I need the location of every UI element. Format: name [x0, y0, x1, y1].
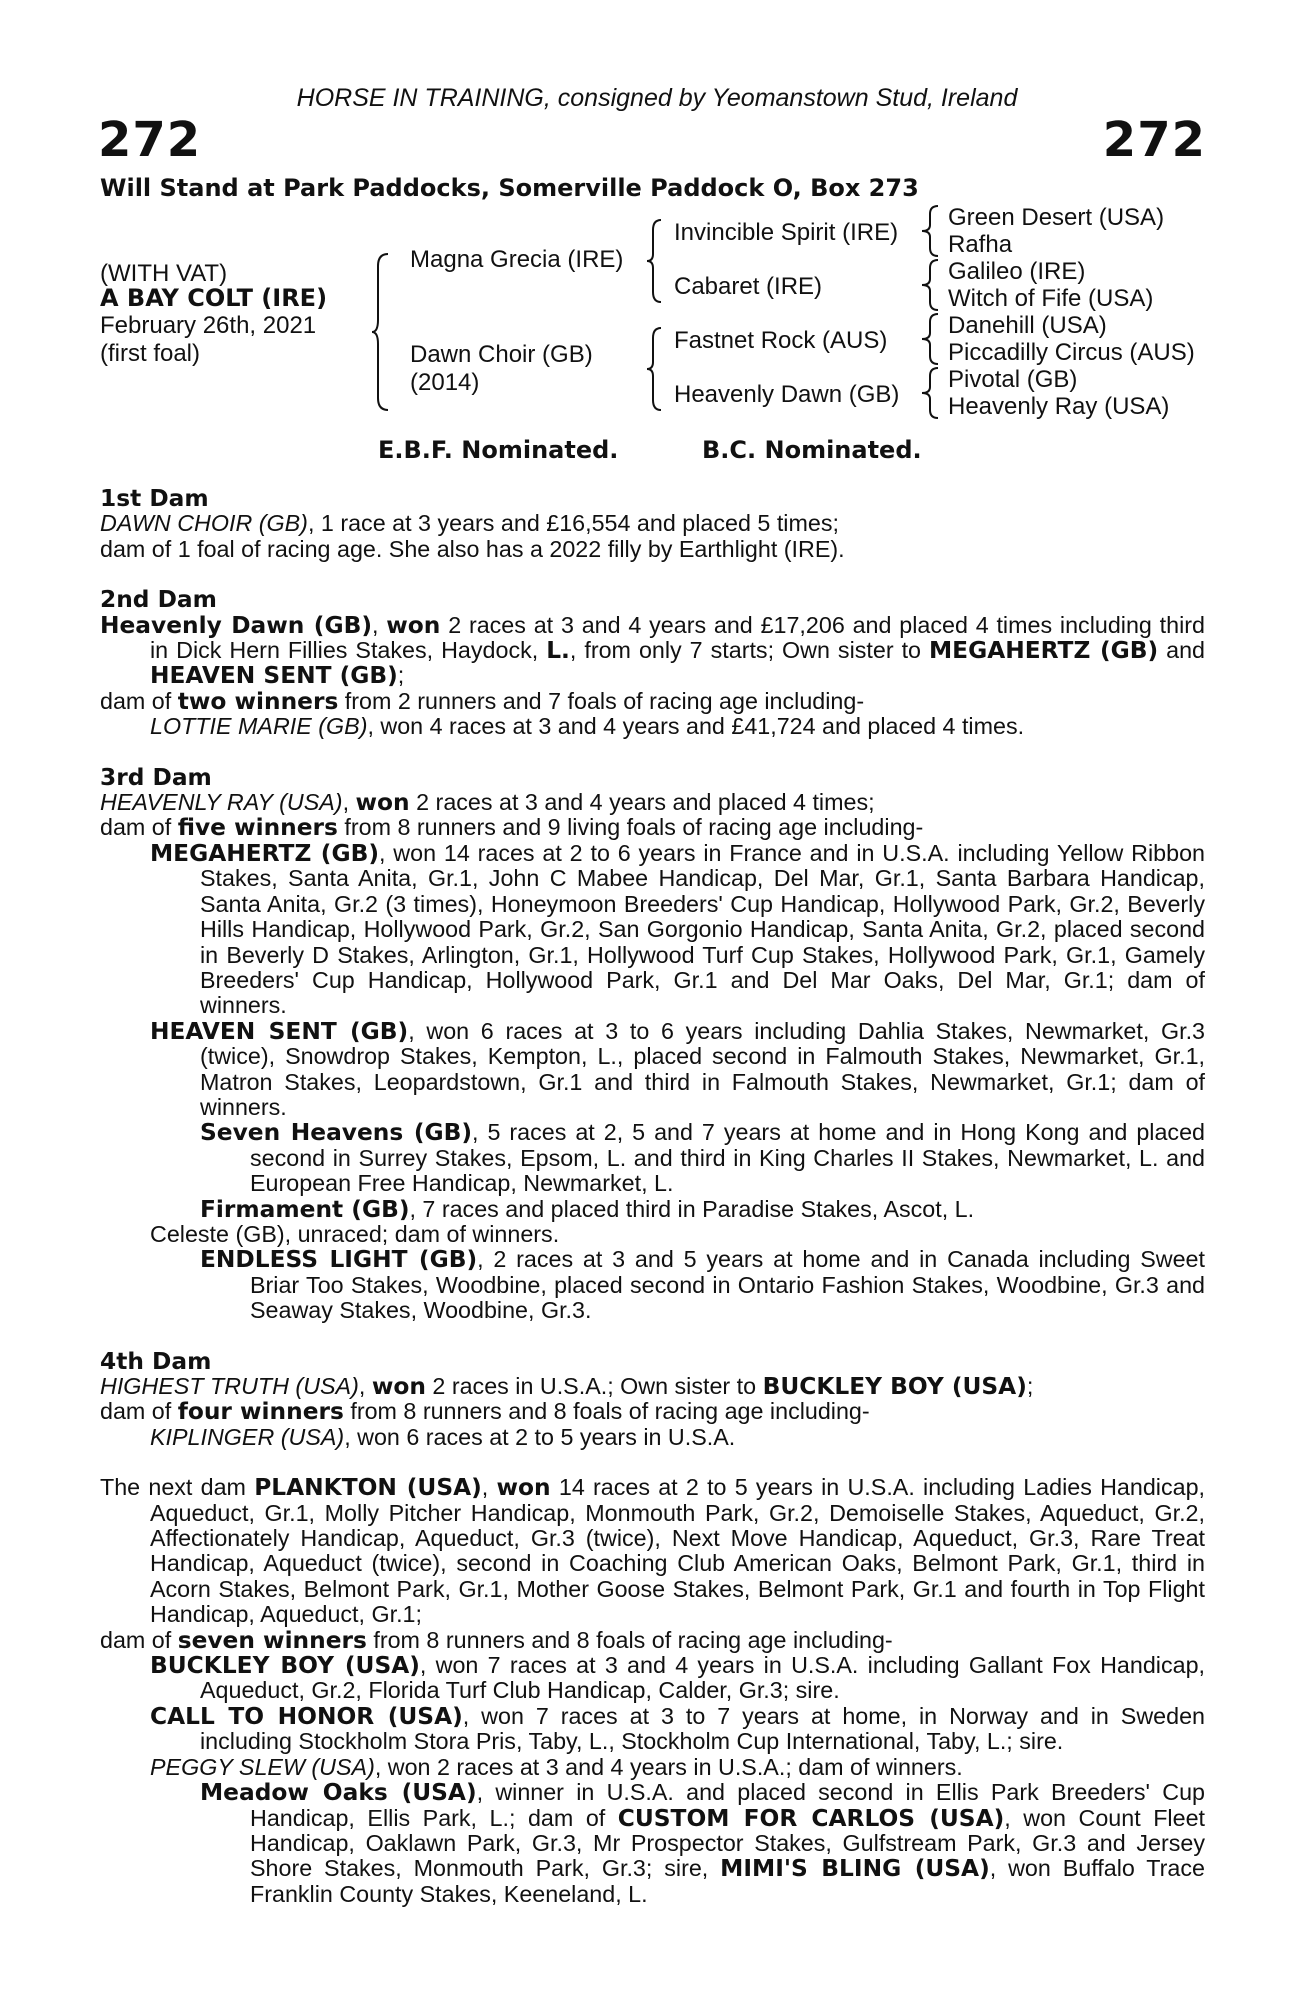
kiplinger-name: KIPLINGER (USA) [150, 1423, 345, 1450]
dam2-t1: 2 races at 3 and 4 years and £17,206 and placed 4 times including third in Dick Hern Fillies Stakes, Haydock, [150, 611, 1205, 664]
peggy-text: , won 2 races at 3 and 4 years in U.S.A.; dam of winners. [374, 1753, 963, 1780]
plankton-won: won [496, 1474, 551, 1502]
ebf-note: E.B.F. Nominated. [378, 436, 619, 464]
dam2-sib1: MEGAHERTZ (GB) [929, 637, 1159, 665]
dam4-won: won [371, 1373, 426, 1400]
bc-note: B.C. Nominated. [702, 436, 922, 464]
sire-sire: Invincible Spirit (IRE) [674, 219, 899, 246]
dam4-name: HIGHEST TRUTH (USA) [100, 1373, 359, 1399]
dam4-winners: four winners [177, 1398, 344, 1426]
dam2-entry: Heavenly Dawn (GB), won 2 races at 3 and 4 years and £17,206 and placed 4 times including third in Dick Hern Fillies Stakes, Haydock, L., from only 7 starts; Own sister to MEGAHERTZ (GB) and HEAVEN SENT (GB); [100, 611, 1205, 690]
mimi-name: MIMI'S BLING (USA) [720, 1855, 990, 1883]
dam1-line2: dam of 1 foal of racing age. She also has a 2022 filly by Earthlight (IRE). [100, 535, 845, 562]
brace-dd [920, 366, 942, 420]
meadow-text2: , won Count Fleet Handicap, Oaklawn Park, Gr.3, Mr Prospector Stakes, Gulfstream Park, Gr.3 and Jersey Shore Stakes, Monmouth Park, Gr.3; sire, [250, 1804, 1205, 1882]
meadow-name: Meadow Oaks (USA) [200, 1779, 477, 1807]
lot-number-right: 272 [1102, 112, 1206, 168]
meadow-text1: , winner in U.S.A. and placed second in Ellis Park Breeders' Cup Handicap, Ellis Park, L.; dam of [250, 1779, 1205, 1831]
dam2-and: and [1158, 637, 1205, 664]
dam2-t2: , from only 7 starts; Own sister to [569, 637, 929, 664]
heading-3rd-dam: 3rd Dam [100, 763, 212, 791]
meadow-text3: , won Buffalo Trace Franklin County Stakes, Keeneland, L. [250, 1855, 1205, 1907]
next-intro: The next dam [100, 1474, 255, 1501]
lottie-entry [100, 714, 1205, 739]
megahertz-text: , won 14 races at 2 to 6 years in France and in U.S.A. including Yellow Ribbon Stakes, Santa Anita, Gr.1, John C Mabee Handicap, Del Mar, Gr.1, Santa Barbara Handicap, Santa Anita, Gr.2 (3 times), Honeymoon Breeders' Cup Handicap, Hollywood Park, Gr.2, Beverly Hills Handicap, Hollywood Park, Gr.2, San Gorgonio Handicap, Santa Anita, Gr.2, placed second in Beverly D Stakes, Arlington, Gr.1, Hollywood Turf Cup Stakes, Hollywood Park, Gr.1, Gamely Breeders' Cup Handicap, Hollywood Park, Gr.1 and Del Mar Oaks, Del Mar, Gr.1; dam of winners. [200, 839, 1205, 1019]
dam2-listed: L. [546, 637, 570, 665]
brace-sire [645, 218, 665, 304]
seven-heavens-entry [100, 1120, 1205, 1196]
seven-heavens-name: Seven Heavens (GB) [200, 1119, 473, 1147]
sire-dam: Cabaret (IRE) [674, 273, 823, 300]
dss: Danehill (USA) [948, 312, 1107, 339]
dam3-produce [100, 815, 1205, 840]
buckley-entry [100, 1653, 1205, 1704]
vat-note: (WITH VAT) [100, 260, 228, 287]
dam4-semi: ; [1026, 1373, 1034, 1399]
lottie-name: LOTTIE MARIE (GB) [150, 713, 368, 740]
dam4-sib: BUCKLEY BOY (USA) [762, 1373, 1027, 1400]
ssd: Rafha [948, 231, 1013, 258]
megahertz-name: MEGAHERTZ (GB) [150, 839, 379, 867]
dam2-sib2: HEAVEN SENT (GB) [150, 662, 398, 690]
dsd: Piccadilly Circus (AUS) [948, 339, 1195, 366]
lot-number-left: 272 [98, 112, 202, 168]
meadow-entry [100, 1780, 1205, 1907]
sss: Green Desert (USA) [948, 204, 1165, 231]
brace-main [370, 252, 392, 412]
endless-light-name: ENDLESS LIGHT (GB) [200, 1246, 478, 1274]
dam3-rest: 2 races at 3 and 4 years and placed 4 times; [409, 789, 875, 816]
kiplinger-entry [100, 1425, 1205, 1450]
firmament-text: , 7 races and placed third in Paradise Stakes, Ascot, L. [409, 1195, 975, 1222]
dam1-name: DAWN CHOIR (GB) [100, 510, 308, 537]
dam: Dawn Choir (GB) [410, 341, 593, 368]
buckley-name: BUCKLEY BOY (USA) [150, 1652, 420, 1680]
plankton-text: 14 races at 2 to 5 years in U.S.A. including Ladies Handicap, Aqueduct, Gr.1, Molly Pitcher Handicap, Monmouth Park, Gr.2, Demoiselle Stakes, Aqueduct, Gr.2, Affectionately Handicap, Aqueduct, Gr.3 (twice), Next Move Handicap, Aqueduct, Gr.3, Rare Treat Handicap, Aqueduct (twice), second in Coaching Club American Oaks, Belmont Park, Gr.1, third in Acorn Stakes, Belmont Park, Gr.1, Mother Goose Stakes, Belmont Park, Gr.1 and fourth in Top Flight Handicap, Aqueduct, Gr.1; [150, 1474, 1206, 1628]
sds: Galileo (IRE) [948, 258, 1086, 285]
buckley-text: , won 7 races at 3 and 4 years in U.S.A. including Gallant Fox Handicap, Aqueduct, Gr.2, Florida Turf Club Handicap, Calder, Gr.3; sire. [200, 1652, 1206, 1704]
dam3-won: won [355, 789, 410, 817]
brace-dam [645, 326, 665, 412]
peggy-entry [100, 1755, 1205, 1780]
dam2-semi: ; [397, 662, 405, 689]
dam-sire: Fastnet Rock (AUS) [674, 327, 888, 354]
dam-dam: Heavenly Dawn (GB) [674, 381, 900, 408]
dam2-name: Heavenly Dawn (GB) [100, 611, 372, 639]
kiplinger-rest: , won 6 races at 2 to 5 years in U.S.A. [344, 1423, 736, 1450]
heaven-sent-entry [100, 1019, 1205, 1121]
catalogue-body [100, 486, 1205, 1907]
dds: Pivotal (GB) [948, 366, 1078, 393]
next-winners: seven winners [177, 1626, 367, 1654]
custom-name: CUSTOM FOR CARLOS (USA) [617, 1804, 1005, 1832]
firmament-name: Firmament (GB) [200, 1195, 410, 1223]
consignment-line: HORSE IN TRAINING, consigned by Yeomanstown Stud, Ireland [296, 84, 1018, 112]
next-damof-rest: from 8 runners and 8 foals of racing age including- [366, 1626, 893, 1653]
foal-note: (first foal) [100, 340, 201, 367]
dam3-line1: HEAVENLY RAY (USA), won 2 races at 3 and 4 years and placed 4 times; [100, 789, 875, 817]
dam4-damof-rest: from 8 runners and 8 foals of racing age including- [343, 1398, 870, 1425]
next-produce [100, 1628, 1205, 1653]
plankton-name: PLANKTON (USA) [254, 1474, 482, 1502]
sire: Magna Grecia (IRE) [410, 246, 624, 273]
seven-heavens-text: , 5 races at 2, 5 and 7 years at home and in Hong Kong and placed second in Surrey Stakes, Epsom, L. and third in King Charles II Stakes, Newmarket, L. and European Free Handicap, Newmarket, L. [250, 1119, 1205, 1197]
heading-4th-dam: 4th Dam [100, 1347, 212, 1375]
next-damof: dam of [100, 1626, 178, 1653]
heading-1st-dam: 1st Dam [100, 485, 209, 512]
call-name: CALL TO HONOR (USA) [150, 1702, 463, 1730]
dam4-produce [100, 1399, 1205, 1424]
celeste-entry: Celeste (GB), unraced; dam of winners. [150, 1220, 560, 1247]
brace-ss [920, 204, 942, 258]
megahertz-entry [100, 841, 1205, 1019]
dam4-line1: HIGHEST TRUTH (USA), won 2 races in U.S.A.; Own sister to BUCKLEY BOY (USA); [100, 1373, 1034, 1400]
dam2-winners: two winners [177, 687, 339, 715]
dam2-produce [100, 689, 1205, 714]
dam2-damof-rest: from 2 runners and 7 foals of racing age including- [338, 687, 865, 714]
brace-sd [920, 258, 942, 312]
dam1-line1: DAWN CHOIR (GB), 1 race at 3 years and £16,554 and placed 5 times; [100, 510, 839, 537]
endless-light-entry [100, 1247, 1205, 1323]
dam4-rest: 2 races in U.S.A.; Own sister to [425, 1373, 763, 1399]
endless-light-text: , 2 races at 3 and 5 years at home and in Canada including Sweet Briar Too Stakes, Woodbine, placed second in Ontario Fashion Stakes, Woodbine, Gr.3 and Seaway Stakes, Woodbine, Gr.3. [250, 1246, 1205, 1324]
dam3-damof: dam of [100, 814, 178, 841]
heading-2nd-dam: 2nd Dam [100, 586, 217, 614]
dam1-rest: 1 race at 3 years and £16,554 and placed 5 times; [320, 510, 839, 537]
heaven-sent-text: , won 6 races at 3 to 6 years including Dahlia Stakes, Newmarket, Gr.3 (twice), Snowdrop Stakes, Kempton, L., placed second in Falmouth Stakes, Newmarket, Gr.1, Matron Stakes, Leopardstown, Gr.1 and third in Falmouth Stakes, Newmarket, Gr.1; dam of winners. [200, 1017, 1205, 1120]
call-entry [100, 1704, 1205, 1755]
dam-year: (2014) [410, 369, 480, 396]
firmament-entry [100, 1197, 1205, 1222]
dam4-damof: dam of [100, 1398, 178, 1425]
dam3-damof-rest: from 8 runners and 9 living foals of racing age including- [337, 814, 924, 841]
ddd: Heavenly Ray (USA) [948, 393, 1170, 420]
stand-location: Will Stand at Park Paddocks, Somerville Paddock O, Box 273 [100, 174, 919, 202]
next-dam-entry: The next dam PLANKTON (USA), won 14 races at 2 to 5 years in U.S.A. including Ladies Handicap, Aqueduct, Gr.1, Molly Pitcher Handicap, Monmouth Park, Gr.2, Demoiselle Stakes, Aqueduct, Gr.2, Affectionately Handicap, Aqueduct, Gr.3 (twice), Next Move Handicap, Aqueduct, Gr.3, Rare Treat Handicap, Aqueduct (twice), second in Coaching Club American Oaks, Belmont Park, Gr.1, third in Acorn Stakes, Belmont Park, Gr.1, Mother Goose Stakes, Belmont Park, Gr.1 and fourth in Top Flight Handicap, Aqueduct, Gr.1; [100, 1474, 1206, 1628]
foaling-date: February 26th, 2021 [100, 312, 317, 339]
dam3-name: HEAVENLY RAY (USA) [100, 789, 343, 816]
heaven-sent-name: HEAVEN SENT (GB) [150, 1017, 409, 1045]
dam2-won: won [386, 611, 441, 639]
dam3-winners: five winners [177, 814, 338, 842]
sdd: Witch of Fife (USA) [948, 285, 1154, 312]
brace-ds [920, 312, 942, 366]
lottie-rest: , won 4 races at 3 and 4 years and £41,724 and placed 4 times. [367, 713, 1025, 740]
dam2-damof: dam of [100, 687, 178, 714]
peggy-name: PEGGY SLEW (USA) [150, 1753, 375, 1780]
horse-name: A BAY COLT (IRE) [100, 284, 328, 312]
call-text: , won 7 races at 3 to 7 years at home, in Norway and in Sweden including Stockholm Stora Pris, Taby, L., Stockholm Cup International, Taby, L.; sire. [200, 1702, 1206, 1755]
